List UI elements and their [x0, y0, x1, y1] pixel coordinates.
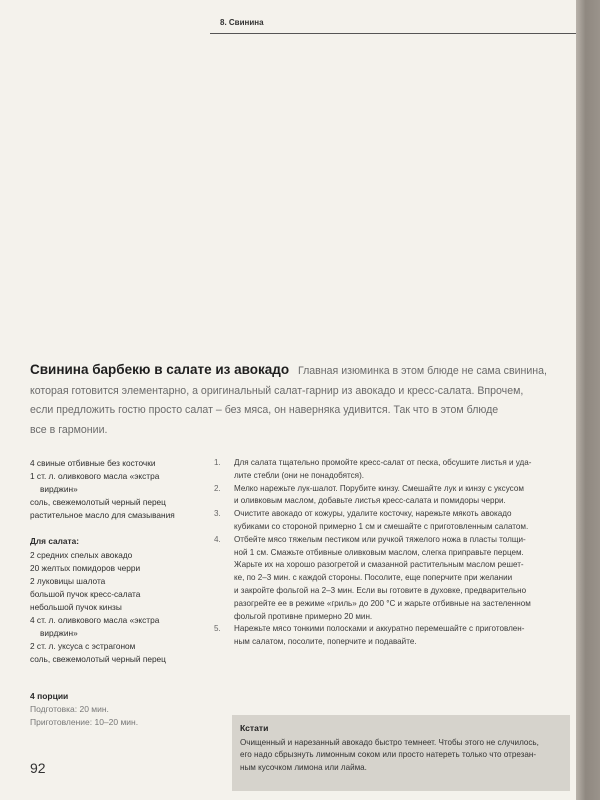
intro-line-3: если предложить гостю просто салат – без мяса, он наверняка удивится. Так что в этом блюде — [30, 404, 499, 416]
step-line: и оливковым маслом, добавьте листья кресс-салата и помидоры черри. — [234, 496, 506, 506]
step-4 — [214, 534, 574, 624]
recipe-title: Свинина барбекю в салате из авокадо — [30, 362, 290, 377]
ingredient-item: 1 ст. л. оливкового масла «экстра — [30, 471, 160, 482]
ingredient-item: соль, свежемолотый черный перец — [30, 654, 166, 665]
step-text — [234, 623, 574, 649]
tip-line: его надо сбрызнуть лимонным соком или просто натереть только что отрезан- — [240, 750, 537, 760]
tip-line: Очищенный и нарезанный авокадо быстро темнеет. Чтобы этого не случилось, — [240, 738, 539, 747]
ingredient-item: 2 ст. л. уксуса с эстрагоном — [30, 641, 136, 652]
prep-time: Подготовка: 20 мин. — [30, 704, 109, 714]
step-1 — [214, 457, 574, 483]
ingredient-item: вирджин» — [40, 628, 78, 639]
step-number: 4. — [214, 534, 221, 544]
page-number: 92 — [30, 760, 46, 776]
intro-line-2: которая готовится элементарно, а оригинальный салат-гарнир из авокадо и кресс-салата. Впрочем, — [30, 384, 524, 397]
portions-title: 4 порции — [30, 691, 69, 701]
ingredients-list — [30, 457, 210, 666]
step-number: 3. — [214, 509, 221, 519]
ingredient-item: 20 желтых помидоров черри — [30, 562, 141, 573]
ingredient-item: большой пучок кресс-салата — [30, 588, 141, 599]
step-5 — [214, 623, 574, 649]
step-2 — [214, 483, 574, 509]
intro-text: Главная изюминка в этом блюде не сама свинина, — [297, 365, 547, 377]
ingredient-item: небольшой пучок кинзы — [30, 601, 122, 612]
step-number: 5. — [214, 624, 221, 634]
step-number: 2. — [214, 483, 221, 493]
step-line: ным салатом, посолите, поперчите и подавайте. — [234, 637, 417, 647]
step-line: Отбейте мясо тяжелым пестиком или ручкой тяжелого ножа в пласты толщи- — [234, 534, 526, 544]
step-line: разогрейте ее в режиме «гриль» до 200 °С и жарьте отбивные на застеленном — [234, 598, 531, 608]
step-text — [234, 457, 574, 483]
salad-heading: Для салата: — [30, 536, 79, 547]
ingredient-item: соль, свежемолотый черный перец — [30, 497, 166, 508]
intro-line-4: все в гармонии. — [30, 423, 108, 436]
ingredient-item: вирджин» — [40, 484, 78, 495]
step-line: ке, по 2–3 мин. с каждой стороны. Посолите, еще поперчите при желании — [234, 573, 513, 583]
cook-time: Приготовление: 10–20 мин. — [30, 717, 139, 727]
step-3 — [214, 508, 574, 534]
ingredient-item: 4 свиные отбивные без косточки — [30, 458, 156, 468]
ingredient-item: 2 средних спелых авокадо — [30, 549, 133, 560]
step-line: Нарежьте мясо тонкими полосками и аккуратно перемешайте с приготовлен- — [234, 624, 525, 634]
tip-line: ным кусочком лимона или лайма. — [240, 762, 367, 772]
step-text — [234, 508, 574, 534]
header-rule — [210, 33, 576, 34]
step-line: и закройте фольгой на 2–3 мин. Если вы готовите в духовке, предварительно — [234, 585, 527, 595]
tip-title: Кстати — [240, 723, 269, 733]
portions-block — [30, 690, 138, 729]
step-line: кубиками со стороной примерно 1 см и смешайте с приготовленным салатом. — [234, 521, 529, 531]
ingredient-item: растительное масло для смазывания — [30, 510, 175, 521]
step-line: лите стебли (они не понадобятся). — [234, 470, 365, 480]
tip-box — [232, 715, 570, 791]
step-line: фольгой противне примерно 20 мин. — [234, 611, 373, 621]
intro-line-1 — [30, 360, 570, 382]
step-line: ной 1 см. Смажьте отбивные оливковым маслом, слегка приправьте перцем. — [234, 547, 524, 557]
step-number: 1. — [214, 458, 221, 467]
ingredient-item: 4 ст. л. оливкового масла «экстра — [30, 615, 160, 626]
step-line: Жарьте их на хорошо разогретой и смазанной растительным маслом решет- — [234, 560, 524, 570]
step-line: Мелко нарежьте лук-шалот. Порубите кинзу. Смешайте лук и кинзу с уксусом — [234, 483, 524, 493]
step-line: Очистите авокадо от кожуры, удалите косточку, нарежьте мякоть авокадо — [234, 509, 512, 519]
step-line: Для салата тщательно промойте кресс-салат от песка, обсушите листья и уда- — [234, 458, 532, 467]
chapter-title: 8. Свинина — [220, 18, 264, 27]
page-edge-shadow — [576, 0, 600, 800]
step-text — [234, 534, 574, 624]
step-text — [234, 483, 574, 509]
tip-text — [240, 737, 562, 774]
instructions-list — [214, 457, 574, 649]
recipe-intro — [30, 360, 570, 440]
ingredient-item: 2 луковицы шалота — [30, 575, 106, 586]
